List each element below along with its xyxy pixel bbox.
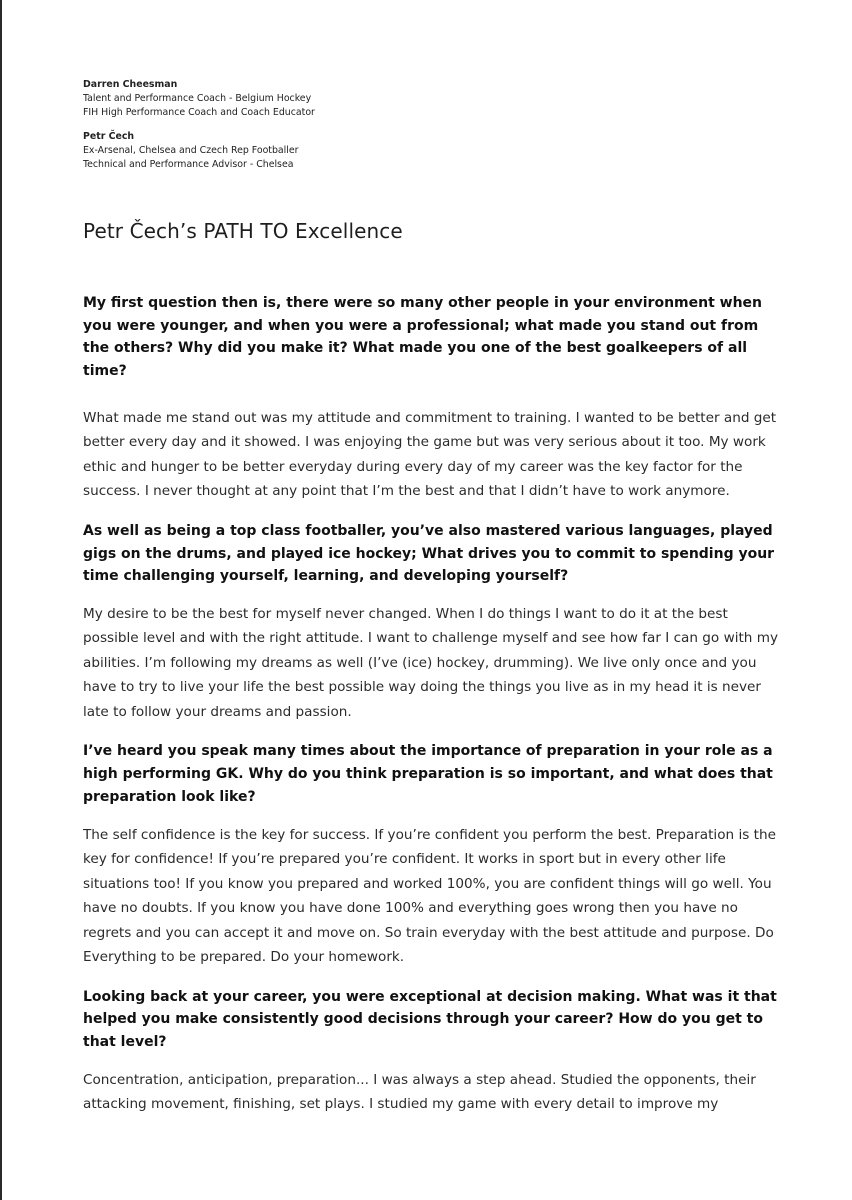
question-2: As well as being a top class footballer, you’ve also mastered various languages, played gigs on the drums, and played ice hockey; What drives you to commit to spending your time challenging yourself, learning, and developing yourself?	[83, 522, 775, 585]
answer-3: The self confidence is the key for success. If you’re confident you perform the best. Preparation is the key for confidence! If you’re prepared you’re confident. It works in sport but in every other life situations too! If you know you prepared and worked 100%, you are confident things will go well. You have no doubts. If you know you have done 100% and everything goes wrong then you have no regrets and you can accept it and move on. So train everyday with the best attitude and purpose. Do Everything to be prepared. Do your homework.	[83, 826, 776, 966]
page-edge-line	[0, 0, 2, 1200]
question-1: My first question then is, there were so many other people in your environment when you were younger, and when you were a professional; what made you stand out from the others? Why did you make it? What made you one of the best goalkeepers of all time?	[83, 295, 763, 380]
question-3: I’ve heard you speak many times about the importance of preparation in your role as a high performing GK. Why do you think preparation is so important, and what does that preparation look like?	[83, 743, 773, 805]
document-title: Petr Čech’s PATH TO Excellence	[83, 219, 403, 243]
answer-1: What made me stand out was my attitude and commitment to training. I wanted to be better and get better every day and it showed. I was enjoying the game but was very serious about it too. My work ethic and hunger to be better everyday during every day of my career was the key factor for the success. I never thought at any point that I’m the best and that I didn’t have to work anymore.	[83, 409, 777, 500]
author-role: Talent and Performance Coach - Belgium Hockey	[83, 93, 312, 104]
question-4: Looking back at your career, you were exceptional at decision making. What was it that helped you make consistently good decisions through your career? How do you get to that level?	[83, 988, 777, 1050]
author-block-darren	[83, 78, 783, 120]
author-role: FIH High Performance Coach and Coach Educator	[83, 107, 315, 118]
document-page	[83, 78, 783, 1117]
author-name: Darren Cheesman	[83, 79, 178, 90]
author-role: Technical and Performance Advisor - Chelsea	[83, 159, 294, 170]
author-role: Ex-Arsenal, Chelsea and Czech Rep Footballer	[83, 145, 299, 156]
author-block-petr	[83, 130, 783, 172]
answer-2: My desire to be the best for myself never changed. When I do things I want to do it at the best possible level and with the right attitude. I want to challenge myself and see how far I can go with my abilities. I’m following my dreams as well (I’ve (ice) hockey, drumming). We live only once and you have to try to live your life the best possible way doing the things you live as in my head it is never late to follow your dreams and passion.	[83, 605, 779, 720]
author-name: Petr Čech	[83, 131, 135, 142]
answer-4: Concentration, anticipation, preparation... I was always a step ahead. Studied the opponents, their attacking movement, finishing, set plays. I studied my game with every detail to improve my	[83, 1071, 756, 1113]
